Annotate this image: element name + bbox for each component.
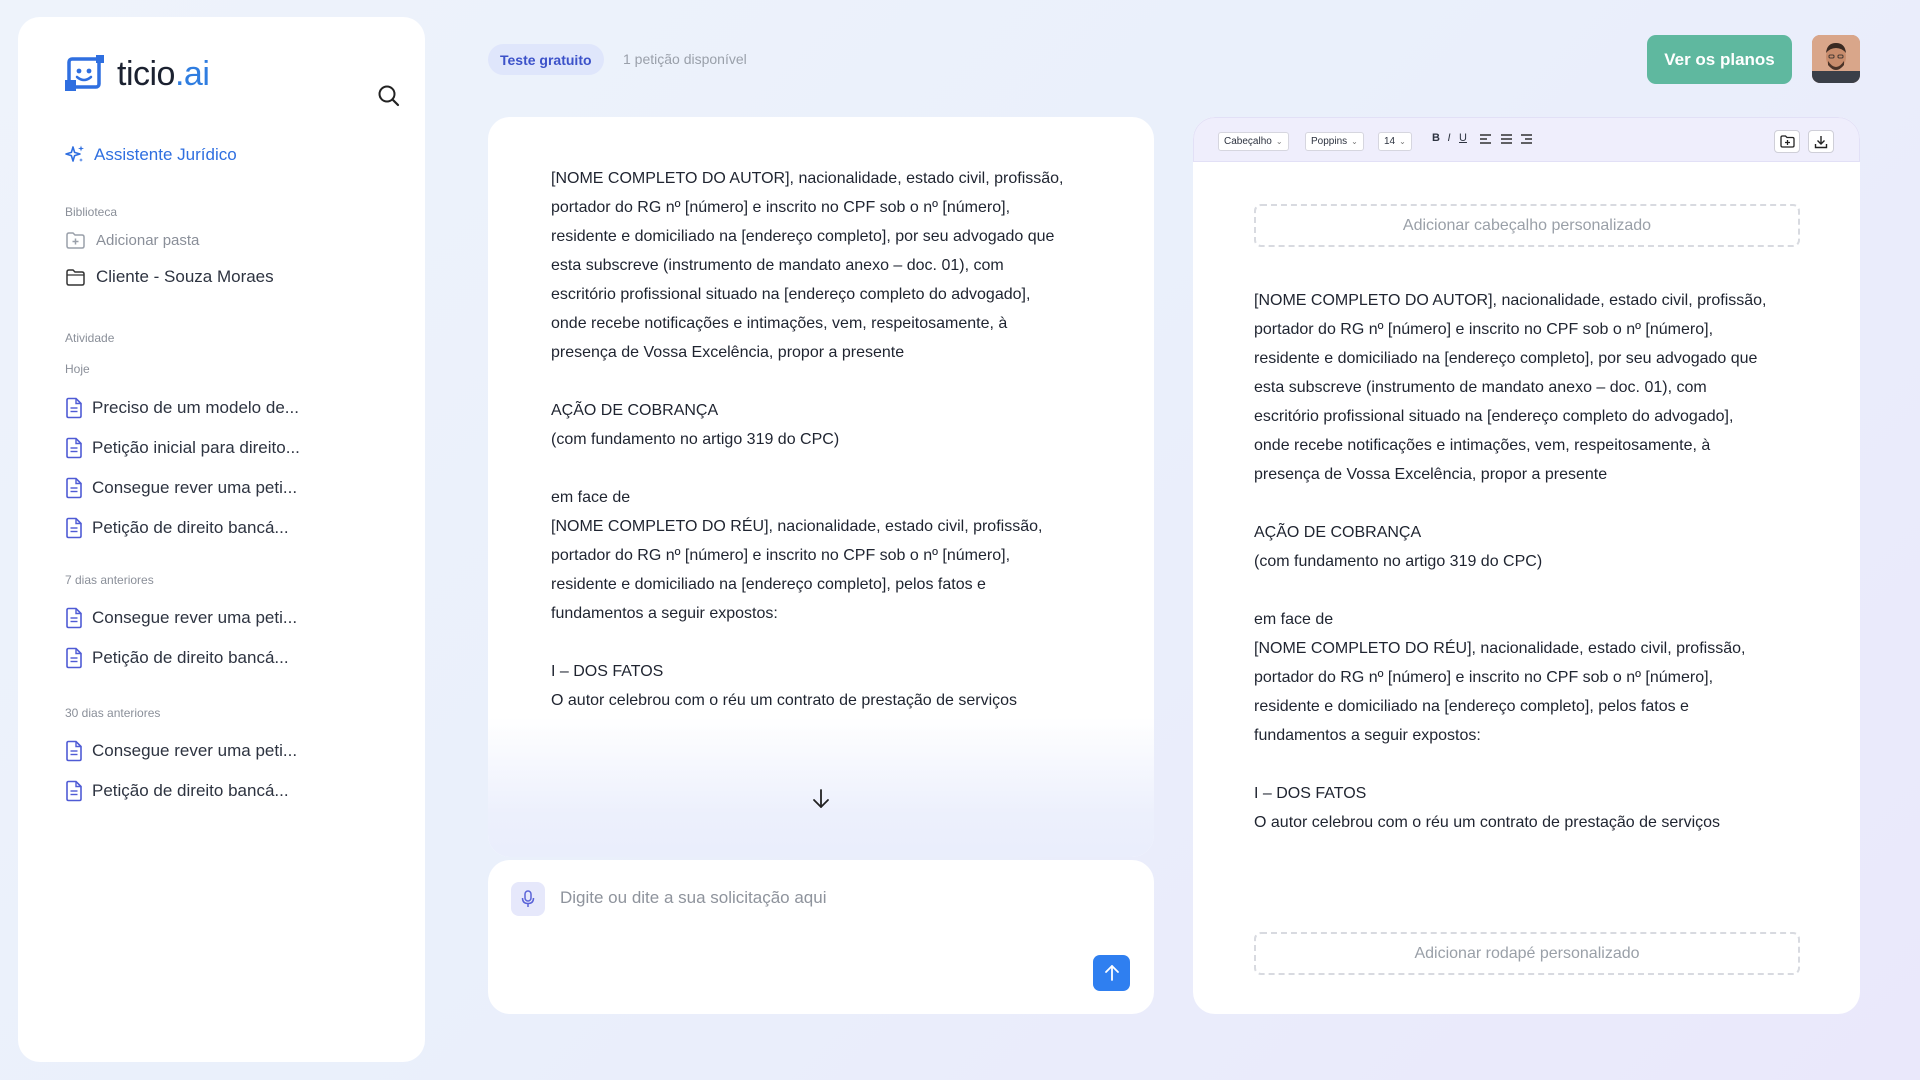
editor-document-body[interactable] xyxy=(1254,286,1834,837)
text-line: portador do RG nº [número] e inscrito no CPF sob o nº [número], xyxy=(551,199,1011,216)
history-item[interactable] xyxy=(65,437,300,459)
style-select[interactable] xyxy=(1218,132,1289,151)
text-line: residente e domiciliado na [endereço completo], por seu advogado que xyxy=(1254,350,1758,367)
history-item[interactable] xyxy=(65,477,297,499)
activity-label: Atividade xyxy=(65,331,115,345)
text-line: (com fundamento no artigo 319 do CPC) xyxy=(551,431,840,448)
history-item-label: Petição de direito bancá... xyxy=(92,781,289,800)
search-icon xyxy=(376,83,402,109)
download-button[interactable] xyxy=(1808,130,1834,153)
history-item-label: Petição de direito bancá... xyxy=(92,648,289,667)
history-item[interactable] xyxy=(65,517,289,539)
italic-button[interactable]: I xyxy=(1447,132,1451,144)
folder-label: Cliente - Souza Moraes xyxy=(96,267,274,286)
text-line: residente e domiciliado na [endereço completo], pelos fatos e xyxy=(1254,698,1689,715)
text-line: AÇÃO DE COBRANÇA xyxy=(551,402,719,419)
text-line: fundamentos a seguir expostos: xyxy=(1254,727,1481,744)
text-line: residente e domiciliado na [endereço completo], pelos fatos e xyxy=(551,576,986,593)
sparkles-icon xyxy=(64,144,86,166)
underline-button[interactable]: U xyxy=(1459,132,1467,144)
document-icon xyxy=(65,740,83,762)
history-item-label: Petição inicial para direito... xyxy=(92,438,300,457)
text-line: onde recebe notificações e intimações, vem, respeitosamente, à xyxy=(1254,437,1711,454)
chevron-down-icon: ⌄ xyxy=(1399,137,1406,146)
text-line: escritório profissional situado na [endereço completo do advogado], xyxy=(551,286,1031,303)
history-item-label: Preciso de um modelo de... xyxy=(92,398,299,417)
history-item[interactable] xyxy=(65,607,297,629)
assistant-link[interactable] xyxy=(64,144,237,166)
text-line xyxy=(551,454,1111,483)
request-input[interactable] xyxy=(560,888,1100,908)
text-line: escritório profissional situado na [endereço completo do advogado], xyxy=(1254,408,1734,425)
history-item-label: Petição de direito bancá... xyxy=(92,518,289,537)
text-line: esta subscreve (instrumento de mandato anexo – doc. 01), com xyxy=(551,257,1004,274)
sidebar xyxy=(18,17,425,1062)
align-left-button[interactable] xyxy=(1477,134,1493,147)
history-item[interactable] xyxy=(65,397,299,419)
document-icon xyxy=(65,477,83,499)
document-editor-panel xyxy=(1193,117,1860,1014)
history-item-label: Consegue rever uma peti... xyxy=(92,741,298,760)
text-line xyxy=(1254,489,1834,518)
document-icon xyxy=(65,517,83,539)
add-custom-footer-button[interactable]: Adicionar rodapé personalizado xyxy=(1254,932,1800,975)
history-group-7-days: 7 dias anteriores xyxy=(65,573,154,587)
text-line: em face de xyxy=(551,489,631,506)
align-center-button[interactable] xyxy=(1498,134,1514,147)
text-line: portador do RG nº [número] e inscrito no CPF sob o nº [número], xyxy=(551,547,1011,564)
align-left-icon xyxy=(1479,134,1492,144)
text-line: AÇÃO DE COBRANÇA xyxy=(1254,524,1422,541)
font-size-value: 14 xyxy=(1384,136,1396,147)
send-button[interactable] xyxy=(1093,955,1130,991)
folder-icon xyxy=(65,268,86,287)
text-line: portador do RG nº [número] e inscrito no CPF sob o nº [número], xyxy=(1254,669,1714,686)
logo-text-main: ticio xyxy=(117,54,175,93)
text-line: em face de xyxy=(1254,611,1334,628)
add-custom-header-button[interactable]: Adicionar cabeçalho personalizado xyxy=(1254,204,1800,247)
bold-button[interactable]: B xyxy=(1432,132,1440,144)
chevron-down-icon: ⌄ xyxy=(1275,137,1283,146)
text-line xyxy=(551,367,1111,396)
text-line: (com fundamento no artigo 319 do CPC) xyxy=(1254,553,1543,570)
history-group-today: Hoje xyxy=(65,362,90,376)
font-select-value: Poppins xyxy=(1311,136,1348,147)
document-icon xyxy=(65,397,83,419)
style-select-value: Cabeçalho xyxy=(1224,136,1272,147)
add-folder-label: Adicionar pasta xyxy=(96,232,200,249)
text-line: I – DOS FATOS xyxy=(1254,785,1367,802)
history-group-30-days: 30 dias anteriores xyxy=(65,706,161,720)
history-item[interactable] xyxy=(65,780,289,802)
editor-toolbar xyxy=(1193,117,1860,162)
library-label: Biblioteca xyxy=(65,205,118,219)
text-line: presença de Vossa Excelência, propor a presente xyxy=(551,344,905,361)
microphone-button[interactable] xyxy=(511,882,545,916)
search-button[interactable] xyxy=(376,83,402,109)
chevron-down-icon: ⌄ xyxy=(1351,137,1358,146)
add-folder-button[interactable] xyxy=(65,231,199,250)
scroll-down-button[interactable] xyxy=(810,787,832,811)
trial-badge[interactable]: Teste gratuito xyxy=(488,44,604,75)
text-line: [NOME COMPLETO DO AUTOR], nacionalidade, estado civil, profissão, xyxy=(1254,292,1767,309)
microphone-icon xyxy=(520,889,536,909)
history-item-label: Consegue rever uma peti... xyxy=(92,608,298,627)
arrow-down-icon xyxy=(810,787,832,811)
align-right-icon xyxy=(1520,134,1533,144)
logo-text xyxy=(117,55,209,94)
logo-mark-icon xyxy=(63,53,109,95)
logo[interactable] xyxy=(63,53,209,95)
text-line: [NOME COMPLETO DO RÉU], nacionalidade, estado civil, profissão, xyxy=(551,518,1043,535)
align-right-button[interactable] xyxy=(1518,134,1534,147)
history-item-label: Consegue rever uma peti... xyxy=(92,478,298,497)
text-line: [NOME COMPLETO DO RÉU], nacionalidade, estado civil, profissão, xyxy=(1254,640,1746,657)
text-line xyxy=(551,628,1111,657)
text-line: residente e domiciliado na [endereço completo], por seu advogado que xyxy=(551,228,1055,245)
view-plans-button[interactable]: Ver os planos xyxy=(1647,35,1792,84)
availability-text: 1 petição disponível xyxy=(623,51,747,67)
history-item[interactable] xyxy=(65,647,289,669)
text-line: O autor celebrou com o réu um contrato de prestação de serviços xyxy=(1254,814,1721,831)
chat-response-panel xyxy=(488,117,1154,857)
prompt-input-panel xyxy=(488,860,1154,1014)
logo-text-suffix: .ai xyxy=(174,54,210,93)
text-line: [NOME COMPLETO DO AUTOR], nacionalidade, estado civil, profissão, xyxy=(551,170,1064,187)
folder-item-souza-moraes[interactable] xyxy=(65,267,274,287)
text-line: onde recebe notificações e intimações, vem, respeitosamente, à xyxy=(551,315,1008,332)
save-to-folder-button[interactable] xyxy=(1774,130,1800,153)
text-line: O autor celebrou com o réu um contrato de prestação de serviços xyxy=(551,692,1018,709)
arrow-up-icon xyxy=(1103,963,1121,983)
history-item[interactable] xyxy=(65,740,297,762)
font-select[interactable] xyxy=(1305,132,1364,151)
folder-save-icon xyxy=(1780,135,1795,148)
document-icon xyxy=(65,437,83,459)
text-line: presença de Vossa Excelência, propor a presente xyxy=(1254,466,1608,483)
chat-response-text xyxy=(551,164,1111,715)
user-avatar-image xyxy=(1812,35,1860,83)
font-size-select[interactable] xyxy=(1378,132,1412,151)
text-line: portador do RG nº [número] e inscrito no CPF sob o nº [número], xyxy=(1254,321,1714,338)
avatar[interactable] xyxy=(1812,35,1860,83)
document-icon xyxy=(65,780,83,802)
text-line: esta subscreve (instrumento de mandato anexo – doc. 01), com xyxy=(1254,379,1707,396)
text-line xyxy=(1254,576,1834,605)
align-center-icon xyxy=(1500,134,1513,144)
text-line xyxy=(1254,750,1834,779)
document-icon xyxy=(65,647,83,669)
download-icon xyxy=(1814,135,1828,149)
text-line: I – DOS FATOS xyxy=(551,663,664,680)
text-line: fundamentos a seguir expostos: xyxy=(551,605,778,622)
assistant-label: Assistente Jurídico xyxy=(94,145,237,164)
folder-plus-icon xyxy=(65,231,86,250)
document-icon xyxy=(65,607,83,629)
